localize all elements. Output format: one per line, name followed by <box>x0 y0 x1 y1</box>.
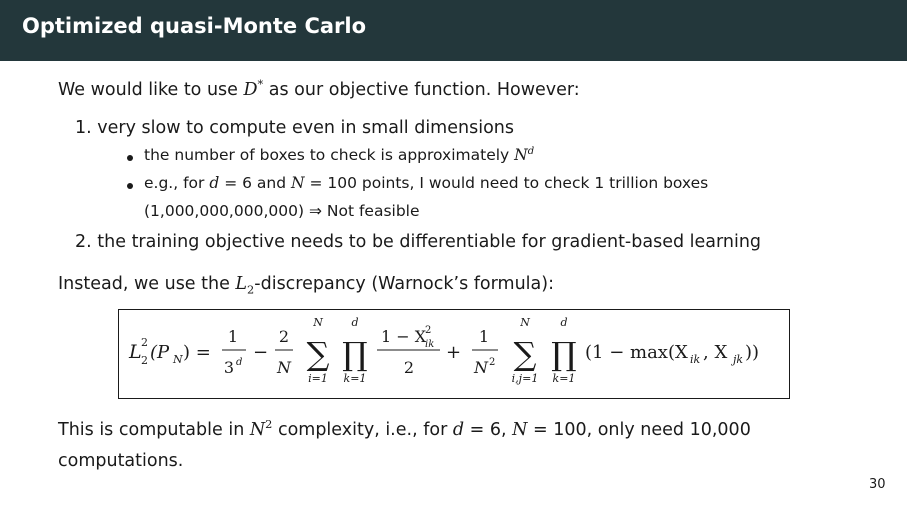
instead-L: L <box>235 274 248 294</box>
sum2-top: N <box>520 316 530 329</box>
bullet-2-line-2 <box>144 202 420 220</box>
sum1-bottom: i=1 <box>308 372 328 385</box>
intro-pre: We would like to use <box>58 80 244 100</box>
frac-den: 2 <box>403 358 415 377</box>
bullet-1-N: N <box>514 146 528 164</box>
t2-num: 2 <box>278 327 290 346</box>
t3-den: N <box>474 358 488 377</box>
plus-sign: + <box>446 342 462 363</box>
bullet-2-N: N <box>290 174 305 192</box>
conclusion-mid2: = 6, <box>464 420 513 440</box>
bullet-dot <box>127 183 133 189</box>
lhs-close: ) = <box>183 342 211 363</box>
t3-num: 1 <box>478 327 490 346</box>
conclusion-mid3: = 100, only need 10,000 <box>527 420 751 440</box>
prod1-top: d <box>351 316 359 329</box>
conclusion-N2: N <box>512 420 528 440</box>
lhs-arg-sub: N <box>173 353 183 366</box>
tail-c: )) <box>745 342 760 363</box>
sum1-symbol: ∑ <box>306 335 330 373</box>
formula-box <box>118 309 790 399</box>
bullet-2-post: Not feasible <box>321 202 420 220</box>
t1-den: 3 <box>223 358 235 377</box>
slide-title: Optimized quasi-Monte Carlo <box>22 14 367 38</box>
frac-num: 1 − X <box>381 327 427 346</box>
t2-den: N <box>277 358 291 377</box>
slide-title-bar <box>0 0 907 61</box>
sum1-top: N <box>313 316 323 329</box>
tail-sub1: ik <box>690 353 701 366</box>
bullet-2-number: (1,000,000,000,000) <box>144 202 309 220</box>
t3-den-sup: 2 <box>489 357 496 368</box>
tail-b: , X <box>703 342 728 363</box>
lhs-sub: 2 <box>141 354 148 367</box>
prod2-bottom: k=1 <box>552 372 576 385</box>
conclusion-N: N <box>249 420 266 440</box>
page-number: 30 <box>869 477 886 492</box>
tail-a: (1 − max(X <box>585 342 688 363</box>
lhs-arg: (P <box>150 342 170 363</box>
bullet-1-d: d <box>527 145 535 157</box>
sum2-bottom: i,j=1 <box>511 372 539 385</box>
t1-den-sup: d <box>236 357 243 368</box>
bullet-dot <box>127 155 133 161</box>
conclusion-line-1 <box>58 417 751 440</box>
conclusion-pre: This is computable in <box>58 420 250 440</box>
sum2-symbol: ∑ <box>513 335 537 373</box>
lhs-sup: 2 <box>141 336 148 349</box>
frac-num-sup: 2 <box>425 325 432 336</box>
bullet-2-eq1: = 6 and <box>219 174 291 192</box>
frac-num-sub: ik <box>425 339 435 350</box>
prod2-symbol: ∏ <box>551 335 577 373</box>
bullet-2-pre: e.g., for <box>144 174 210 192</box>
list-item-1-text: very slow to compute even in small dimensions <box>97 118 514 138</box>
intro-star: * <box>257 77 264 92</box>
tail-sub2: jk <box>733 353 744 366</box>
list-item-1-number: 1. <box>75 118 92 138</box>
instead-line <box>58 274 554 297</box>
bullet-2-d: d <box>209 174 220 192</box>
instead-pre: Instead, we use the <box>58 274 236 294</box>
t1-num: 1 <box>227 327 239 346</box>
bullet-1 <box>144 146 534 164</box>
list-item-1 <box>75 118 514 138</box>
conclusion-sup: 2 <box>265 417 273 432</box>
intro-line <box>58 77 580 100</box>
intro-post: as our objective function. However: <box>263 80 580 100</box>
conclusion-mid1: complexity, i.e., for <box>272 420 453 440</box>
bullet-1-text: the number of boxes to check is approximately <box>144 146 515 164</box>
list-item-2-text: the training objective needs to be differentiable for gradient-based learning <box>97 232 762 252</box>
implies-arrow: ⇒ <box>308 202 322 220</box>
conclusion-d: d <box>452 420 465 440</box>
prod2-top: d <box>560 316 568 329</box>
instead-L-sub: 2 <box>247 282 255 297</box>
bullet-2-line-1 <box>144 174 708 192</box>
list-item-2-number: 2. <box>75 232 92 252</box>
prod1-bottom: k=1 <box>343 372 367 385</box>
conclusion-line-2: computations. <box>58 451 184 471</box>
bullet-2-eq2: = 100 points, I would need to check 1 trillion boxes <box>304 174 709 192</box>
intro-D: D <box>243 80 258 100</box>
minus-sign: − <box>253 342 269 363</box>
prod1-symbol: ∏ <box>342 335 368 373</box>
lhs-L: L <box>129 341 142 363</box>
instead-post: -discrepancy (Warnock’s formula): <box>254 274 554 294</box>
list-item-2 <box>75 232 761 252</box>
warnock-formula <box>119 310 789 398</box>
